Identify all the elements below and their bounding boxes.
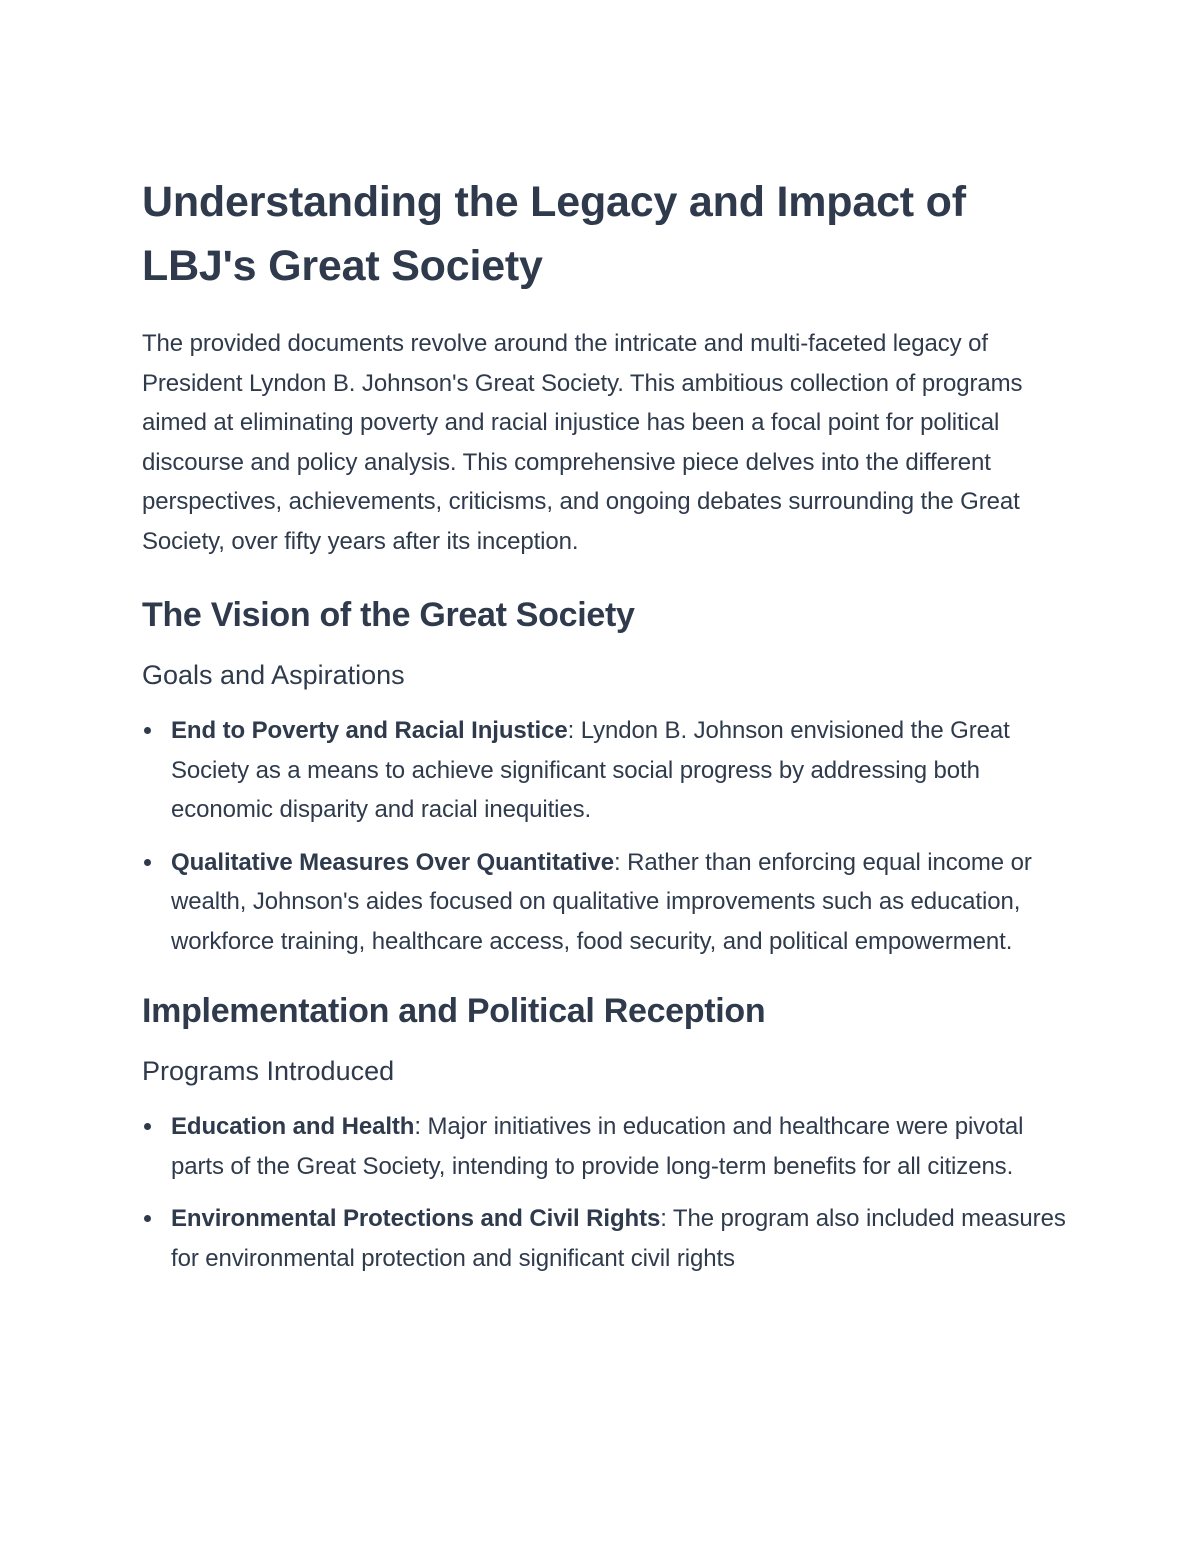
list-item xyxy=(142,711,1067,830)
list-item-term: Education and Health xyxy=(171,1113,415,1140)
section-heading-implementation: Implementation and Political Reception xyxy=(142,992,766,1030)
list-item-text: : Rather than enforcing equal income or wealth, Johnson's aides focused on qualitative improvements such as education, workforce training, healthcare access, food security, and political empowerment. xyxy=(171,848,1032,955)
list-item-term: End to Poverty and Racial Injustice xyxy=(171,717,568,744)
list-item xyxy=(142,843,1067,962)
document-title: Understanding the Legacy and Impact of LBJ's Great Society xyxy=(142,178,966,290)
intro-paragraph: The provided documents revolve around the intricate and multi-faceted legacy of President Lyndon B. Johnson's Great Society. This ambitious collection of programs aimed at eliminating poverty and racial injustice has been a focal point for political discourse and policy analysis. This comprehensive piece delves into the different perspectives, achievements, criticisms, and ongoing debates surrounding the Great Society, over fifty years after its inception. xyxy=(142,330,1023,555)
bullet-icon xyxy=(144,1215,151,1222)
list-item xyxy=(142,1199,1067,1278)
list-item-term: Environmental Protections and Civil Rights xyxy=(171,1205,661,1232)
list-item-text: : Lyndon B. Johnson envisioned the Great Society as a means to achieve significant social progress by addressing both economic disparity and racial inequities. xyxy=(171,717,1010,823)
list-item xyxy=(142,1107,1067,1186)
subheading-goals: Goals and Aspirations xyxy=(142,660,405,690)
list-item-text: : Major initiatives in education and healthcare were pivotal parts of the Great Society, intending to provide long-term benefits for all citizens. xyxy=(171,1113,1024,1180)
bullet-icon xyxy=(144,727,151,734)
bullet-icon xyxy=(144,859,151,866)
programs-list xyxy=(142,1107,1067,1278)
goals-list xyxy=(142,711,1067,961)
bullet-icon xyxy=(144,1123,151,1130)
list-item-text: : The program also included measures for environmental protection and significant civil rights xyxy=(171,1205,1066,1272)
section-heading-vision: The Vision of the Great Society xyxy=(142,596,635,634)
subheading-programs: Programs Introduced xyxy=(142,1056,395,1086)
document-page xyxy=(142,170,1067,1306)
list-item-term: Qualitative Measures Over Quantitative xyxy=(171,848,615,876)
